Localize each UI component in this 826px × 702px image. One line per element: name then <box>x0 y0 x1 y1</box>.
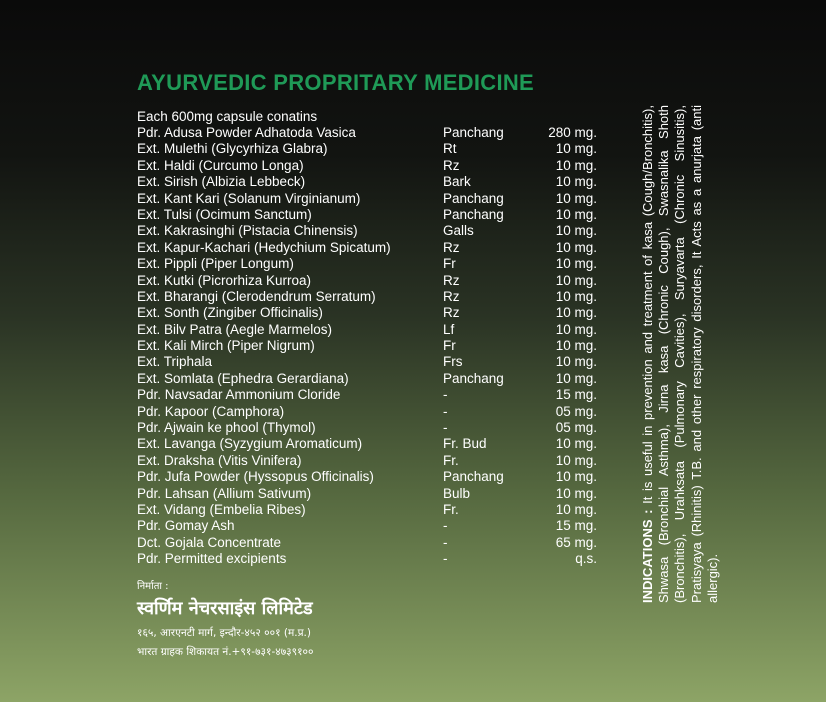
ingredient-row <box>137 158 597 174</box>
ingredient-row <box>137 191 597 207</box>
indications-block <box>640 105 760 603</box>
ingredient-quantity: 10 mg. <box>555 436 597 452</box>
customer-complaint-number: भारत ग्राहक शिकायत नं.+९१-७३१-४७३९१०० <box>137 646 314 658</box>
ingredient-quantity: 10 mg. <box>555 469 597 485</box>
ingredient-name: Pdr. Ajwain ke phool (Thymol) <box>137 420 316 436</box>
ingredient-row <box>137 240 597 256</box>
ingredient-part: Fr. <box>443 501 459 517</box>
ingredient-quantity: 15 mg. <box>555 387 597 403</box>
ingredient-name: Ext. Haldi (Curcumo Longa) <box>137 157 304 173</box>
ingredient-quantity: 280 mg. <box>548 125 597 140</box>
manufacturer-name: स्वर्णिम नेचरसाइंस लिमिटेड <box>137 598 313 619</box>
ingredient-part: Panchang <box>443 370 504 386</box>
composition-intro: Each 600mg capsule conatins <box>137 109 318 124</box>
ingredient-row <box>137 420 597 436</box>
ingredient-row <box>137 469 597 485</box>
ingredient-name: Ext. Bilv Patra (Aegle Marmelos) <box>137 321 333 337</box>
ingredient-quantity: 10 mg. <box>555 370 597 386</box>
ingredient-name: Dct. Gojala Concentrate <box>137 534 282 550</box>
ingredient-row <box>137 223 597 239</box>
ingredient-part: Rz <box>443 157 460 173</box>
ingredient-row <box>137 535 597 551</box>
ingredient-name: Ext. Bharangi (Clerodendrum Serratum) <box>137 288 376 304</box>
ingredient-part: Panchang <box>443 206 504 222</box>
ingredient-name: Ext. Kakrasinghi (Pistacia Chinensis) <box>137 223 358 239</box>
ingredient-part: - <box>443 420 448 436</box>
ingredient-name: Ext. Kali Mirch (Piper Nigrum) <box>137 338 315 354</box>
ingredient-name: Ext. Draksha (Vitis Vinifera) <box>137 452 302 468</box>
ingredient-row <box>137 322 597 338</box>
ingredient-part: Rt <box>443 141 457 157</box>
ingredient-part: Rz <box>443 305 460 321</box>
ingredient-row <box>137 289 597 305</box>
ingredient-name: Ext. Tulsi (Ocimum Sanctum) <box>137 206 312 222</box>
indications-heading: INDICATIONS : <box>640 509 655 603</box>
ingredient-name: Pdr. Adusa Powder Adhatoda Vasica <box>137 125 356 140</box>
ingredient-row <box>137 436 597 452</box>
manufacturer-block <box>137 578 313 659</box>
ingredient-name: Pdr. Permitted excipients <box>137 551 287 567</box>
ingredient-part: - <box>443 551 448 567</box>
ingredient-row <box>137 502 597 518</box>
ingredient-quantity: 10 mg. <box>555 239 597 255</box>
ingredient-name: Ext. Pippli (Piper Longum) <box>137 256 294 272</box>
ingredient-row <box>137 354 597 370</box>
ingredient-list <box>137 125 597 568</box>
ingredient-quantity: q.s. <box>575 551 597 567</box>
ingredient-name: Ext. Kant Kari (Solanum Virginianum) <box>137 190 361 206</box>
ingredient-row <box>137 387 597 403</box>
ingredient-quantity: 05 mg. <box>555 403 597 419</box>
ingredient-part: Panchang <box>443 190 504 206</box>
ingredient-quantity: 10 mg. <box>555 256 597 272</box>
ingredient-quantity: 10 mg. <box>555 272 597 288</box>
ingredient-part: Lf <box>443 321 455 337</box>
ingredient-quantity: 10 mg. <box>555 452 597 468</box>
ingredient-name: Pdr. Gomay Ash <box>137 518 235 534</box>
ingredient-name: Ext. Mulethi (Glycyrhiza Glabra) <box>137 141 328 157</box>
ingredient-quantity: 10 mg. <box>555 157 597 173</box>
ingredient-quantity: 65 mg. <box>555 534 597 550</box>
ingredient-quantity: 10 mg. <box>555 338 597 354</box>
ingredient-part: Panchang <box>443 125 504 140</box>
ingredient-row <box>137 518 597 534</box>
ingredient-quantity: 10 mg. <box>555 354 597 370</box>
ingredient-quantity: 10 mg. <box>555 223 597 239</box>
ingredient-quantity: 10 mg. <box>555 174 597 190</box>
ingredient-quantity: 10 mg. <box>555 305 597 321</box>
ingredient-row <box>137 174 597 190</box>
ingredient-name: Ext. Vidang (Embelia Ribes) <box>137 501 306 517</box>
ingredient-part: - <box>443 387 448 403</box>
ingredient-row <box>137 141 597 157</box>
ingredient-part: - <box>443 518 448 534</box>
ingredient-name: Ext. Somlata (Ephedra Gerardiana) <box>137 370 349 386</box>
ingredient-quantity: 10 mg. <box>555 288 597 304</box>
ingredient-quantity: 10 mg. <box>555 190 597 206</box>
ingredient-row <box>137 453 597 469</box>
ingredient-quantity: 05 mg. <box>555 420 597 436</box>
ingredient-row <box>137 256 597 272</box>
ingredient-part: Fr. <box>443 452 459 468</box>
ingredient-quantity: 10 mg. <box>555 501 597 517</box>
ingredient-name: Ext. Sirish (Albizia Lebbeck) <box>137 174 306 190</box>
ingredient-name: Pdr. Jufa Powder (Hyssopus Officinalis) <box>137 469 374 485</box>
ingredient-row <box>137 305 597 321</box>
ingredient-name: Pdr. Navsadar Ammonium Cloride <box>137 387 341 403</box>
ingredient-part: Fr. Bud <box>443 436 487 452</box>
ingredient-row <box>137 486 597 502</box>
ingredient-quantity: 10 mg. <box>555 141 597 157</box>
ingredient-part: Frs <box>443 354 463 370</box>
ingredient-row <box>137 125 597 141</box>
ingredient-name: Ext. Sonth (Zingiber Officinalis) <box>137 305 323 321</box>
ingredient-part: Fr <box>443 338 456 354</box>
ingredient-quantity: 15 mg. <box>555 518 597 534</box>
ingredient-name: Pdr. Lahsan (Allium Sativum) <box>137 485 312 501</box>
ingredient-part: Rz <box>443 239 460 255</box>
indications-text <box>640 105 721 603</box>
ingredient-part: Bark <box>443 174 471 190</box>
ingredient-part: Rz <box>443 272 460 288</box>
page-title: AYURVEDIC PROPRITARY MEDICINE <box>137 70 535 95</box>
ingredient-part: Rz <box>443 288 460 304</box>
ingredient-quantity: 10 mg. <box>555 321 597 337</box>
ingredient-name: Pdr. Kapoor (Camphora) <box>137 403 285 419</box>
ingredient-part: Bulb <box>443 485 471 501</box>
indications-body: It is useful in prevention and treatment of kasa (Cough/Bronchitis), Shwasa (Bronchial Asthma), Jirna kasa (Chronic Cough), Swasnalika Shoth (Bronchitis), Urahksata (Pulmonary Cavities), Suryavarta (Chronic Sinusitis), Pratisyaya (Rhinitis) T.B. and other respiratory disorders, It Acts as a anurjata (anti allergic). <box>640 105 720 603</box>
ingredient-name: Ext. Kutki (Picrorhiza Kurroa) <box>137 272 312 288</box>
manufacturer-address: १६५, आरएनटी मार्ग, इन्दौर-४५२ ००१ (म.प्र.) <box>137 627 311 639</box>
ingredient-row <box>137 273 597 289</box>
ingredient-quantity: 10 mg. <box>555 206 597 222</box>
ingredient-part: - <box>443 403 448 419</box>
ingredient-part: Panchang <box>443 469 504 485</box>
ingredient-row <box>137 371 597 387</box>
ingredient-row <box>137 338 597 354</box>
ingredient-part: Fr <box>443 256 456 272</box>
ingredient-name: Ext. Triphala <box>137 354 213 370</box>
ingredient-name: Ext. Lavanga (Syzygium Aromaticum) <box>137 436 363 452</box>
ingredient-part: Galls <box>443 223 474 239</box>
ingredient-name: Ext. Kapur-Kachari (Hedychium Spicatum) <box>137 239 391 255</box>
ingredient-row <box>137 404 597 420</box>
ingredient-part: - <box>443 534 448 550</box>
ingredient-quantity: 10 mg. <box>555 485 597 501</box>
ingredient-row <box>137 207 597 223</box>
ingredient-row <box>137 551 597 567</box>
manufacturer-label: निर्माता : <box>137 581 169 592</box>
